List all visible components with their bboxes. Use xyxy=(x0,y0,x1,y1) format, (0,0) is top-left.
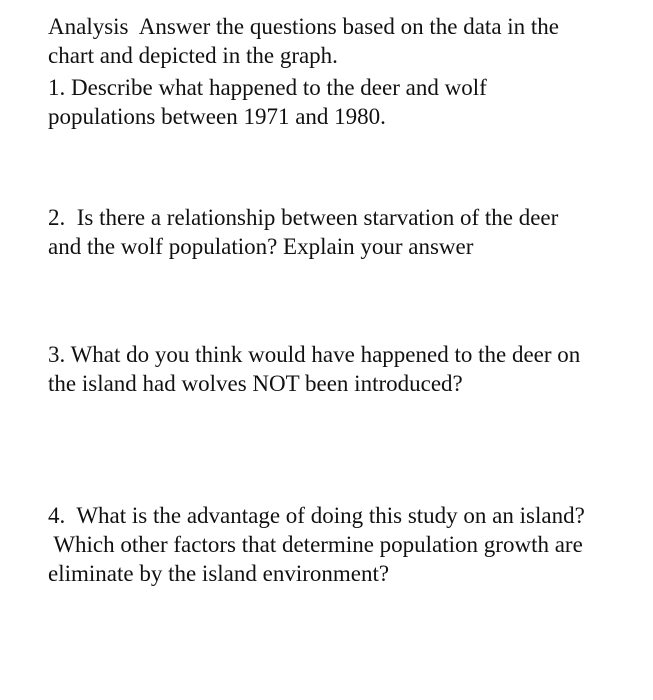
question-4-line-2: Which other factors that determine population growth are xyxy=(48,532,583,557)
question-1-line-2: populations between 1971 and 1980. xyxy=(48,104,386,129)
question-4-line-3: eliminate by the island environment? xyxy=(48,561,390,586)
question-2-line-2: and the wolf population? Explain your answer xyxy=(48,234,474,259)
question-3 xyxy=(48,340,628,398)
question-3-line-2: the island had wolves NOT been introduced? xyxy=(48,371,463,396)
question-1-line-1: 1. Describe what happened to the deer and wolf xyxy=(48,75,487,100)
analysis-instructions xyxy=(48,12,628,70)
question-4-line-1: 4. What is the advantage of doing this study on an island? xyxy=(48,503,585,528)
question-1 xyxy=(48,73,628,131)
question-3-line-1: 3. What do you think would have happened to the deer on xyxy=(48,342,581,367)
question-2-line-1: 2. Is there a relationship between starvation of the deer xyxy=(48,205,559,230)
instructions-line-2: chart and depicted in the graph. xyxy=(48,43,338,68)
question-4 xyxy=(48,501,628,588)
instructions-line-1: Analysis Answer the questions based on the data in the xyxy=(48,14,560,39)
question-2 xyxy=(48,203,628,261)
